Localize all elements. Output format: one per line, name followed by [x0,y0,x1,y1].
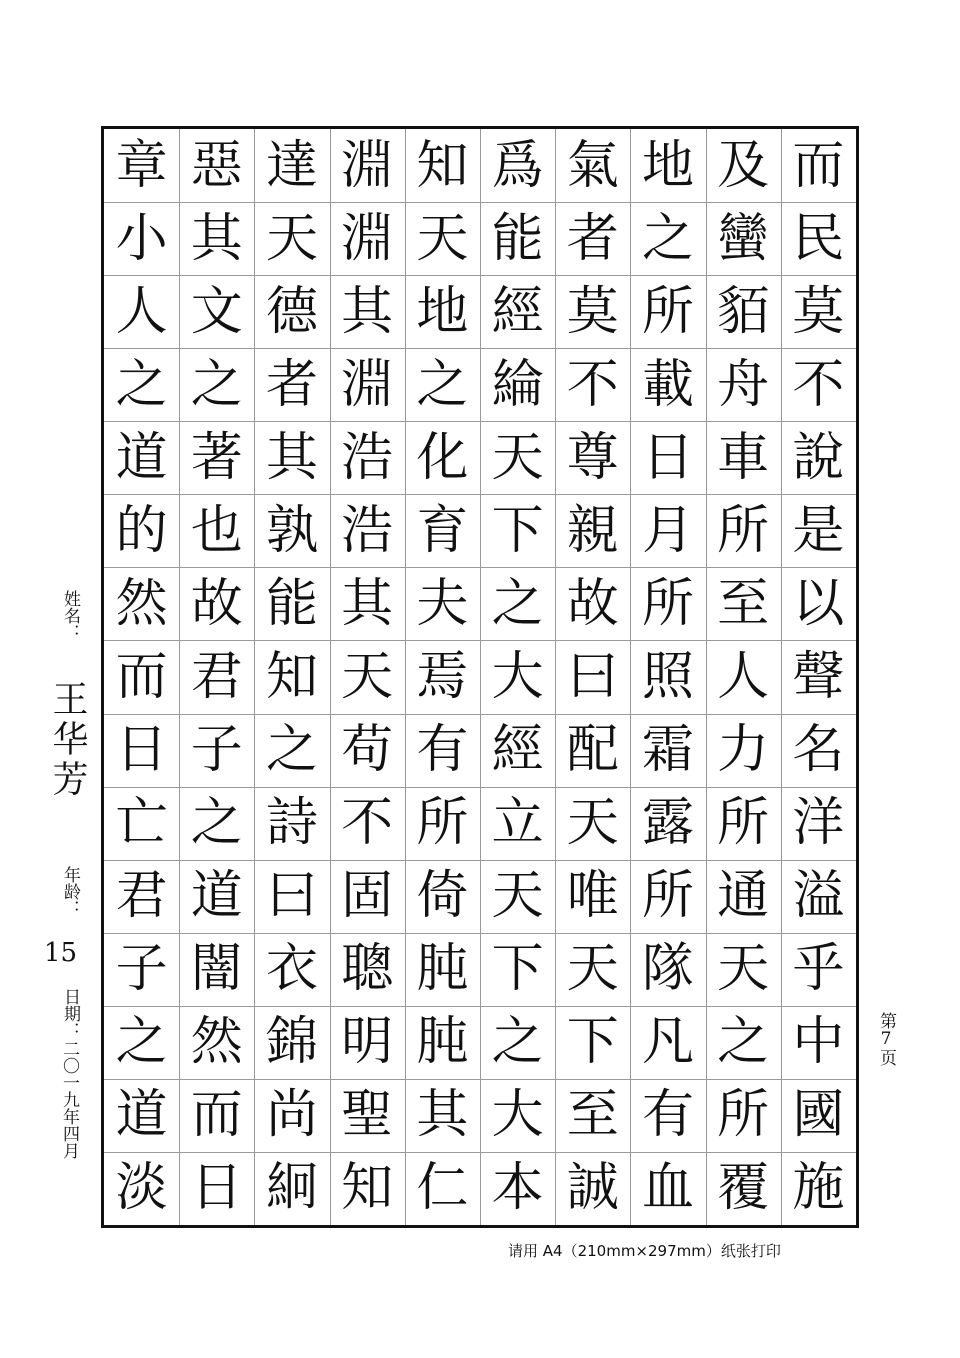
grid-column [330,129,405,1225]
grid-column [179,129,254,1225]
grid-cell: 天 [265,208,318,269]
grid-cell: 焉 [416,646,469,707]
grid-cell: 說 [792,427,845,488]
grid-cell: 天 [566,793,619,854]
grid-cell: 其 [341,573,394,634]
grid-cell: 之 [190,793,243,854]
grid-cell: 聰 [341,939,394,1000]
name-label: 姓名： [60,590,80,641]
grid-cell: 文 [190,281,243,342]
grid-cell: 血 [641,1158,694,1219]
grid-cell: 之 [641,208,694,269]
grid-cell: 人 [717,646,770,707]
grid-cell: 不 [566,354,619,415]
grid-cell: 日 [190,1158,243,1219]
grid-cell: 名 [792,720,845,781]
grid-cell: 載 [641,354,694,415]
grid-column [480,129,555,1225]
grid-cell: 其 [416,1085,469,1146]
grid-cell: 所 [641,866,694,927]
grid-cell: 淵 [341,208,394,269]
grid-cell: 配 [566,720,619,781]
grid-cell: 蠻 [717,208,770,269]
grid-cell: 所 [641,573,694,634]
grid-cell: 其 [265,427,318,488]
grid-cell: 綸 [491,354,544,415]
grid-cell: 錦 [265,1012,318,1073]
grid-cell: 詩 [265,793,318,854]
date-label: 日期： [60,988,80,1039]
grid-cell: 淡 [115,1158,168,1219]
grid-cell: 尚 [265,1085,318,1146]
grid-cell: 故 [566,573,619,634]
grid-cell: 下 [491,939,544,1000]
grid-cell: 唯 [566,866,619,927]
grid-cell: 道 [190,866,243,927]
grid-cell: 地 [416,281,469,342]
grid-cell: 也 [190,500,243,561]
grid-cell: 道 [115,1085,168,1146]
grid-cell: 天 [491,866,544,927]
grid-cell: 夫 [416,573,469,634]
grid-cell: 舟 [717,354,770,415]
grid-cell: 故 [190,573,243,634]
grid-cell: 至 [566,1085,619,1146]
grid-cell: 日 [115,720,168,781]
grid-cell: 道 [115,427,168,488]
grid-cell: 而 [792,135,845,196]
grid-cell: 力 [717,720,770,781]
grid-cell: 下 [491,500,544,561]
grid-cell: 月 [641,500,694,561]
grid-cell: 惡 [190,135,243,196]
grid-cell: 隊 [641,939,694,1000]
grid-cell: 其 [190,208,243,269]
grid-cell: 天 [416,208,469,269]
grid-cell: 倚 [416,866,469,927]
grid-cell: 絅 [265,1158,318,1219]
grid-cell: 天 [717,939,770,1000]
grid-cell: 大 [491,646,544,707]
grid-cell: 下 [566,1012,619,1073]
grid-cell: 人 [115,281,168,342]
grid-cell: 著 [190,427,243,488]
grid-cell: 有 [641,1085,694,1146]
grid-column [630,129,705,1225]
grid-cell: 曰 [566,646,619,707]
grid-cell: 曰 [265,866,318,927]
grid-cell: 露 [641,793,694,854]
grid-cell: 者 [566,208,619,269]
grid-cell: 君 [190,646,243,707]
grid-cell: 是 [792,500,845,561]
grid-cell: 化 [416,427,469,488]
grid-cell: 明 [341,1012,394,1073]
grid-column [254,129,329,1225]
grid-cell: 亡 [115,793,168,854]
grid-column [781,129,856,1225]
grid-cell: 中 [792,1012,845,1073]
date-value: 二〇一九年四月 [59,1040,79,1159]
grid-cell: 肫 [416,1012,469,1073]
grid-cell: 所 [717,1085,770,1146]
grid-cell: 育 [416,500,469,561]
grid-cell: 貊 [717,281,770,342]
grid-cell: 溢 [792,866,845,927]
grid-cell: 苟 [341,720,394,781]
grid-cell: 聲 [792,646,845,707]
grid-cell: 天 [566,939,619,1000]
grid-cell: 莫 [566,281,619,342]
grid-column [555,129,630,1225]
name-value: 王华芳 [47,680,88,800]
grid-cell: 立 [491,793,544,854]
page-number: 第7页 [876,1012,896,1066]
grid-cell: 知 [265,646,318,707]
grid-cell: 其 [341,281,394,342]
grid-cell: 洋 [792,793,845,854]
grid-cell: 國 [792,1085,845,1146]
grid-cell: 之 [115,354,168,415]
grid-cell: 者 [265,354,318,415]
grid-cell: 之 [416,354,469,415]
grid-cell: 爲 [491,135,544,196]
character-grid [104,129,856,1225]
grid-cell: 孰 [265,500,318,561]
grid-cell: 而 [190,1085,243,1146]
grid-cell: 聖 [341,1085,394,1146]
grid-cell: 淵 [341,135,394,196]
grid-cell: 之 [265,720,318,781]
grid-cell: 子 [115,939,168,1000]
grid-cell: 以 [792,573,845,634]
grid-cell: 天 [491,427,544,488]
grid-cell: 之 [717,1012,770,1073]
grid-cell: 民 [792,208,845,269]
practice-grid [101,126,859,1228]
grid-cell: 莫 [792,281,845,342]
grid-cell: 經 [491,720,544,781]
grid-cell: 而 [115,646,168,707]
grid-cell: 之 [190,354,243,415]
grid-cell: 不 [341,793,394,854]
grid-cell: 能 [265,573,318,634]
grid-cell: 知 [416,135,469,196]
age-value: 15 [44,938,78,968]
grid-cell: 氣 [566,135,619,196]
grid-cell: 達 [265,135,318,196]
grid-cell: 尊 [566,427,619,488]
grid-cell: 凡 [641,1012,694,1073]
grid-column [405,129,480,1225]
grid-cell: 霜 [641,720,694,781]
grid-cell: 之 [491,573,544,634]
grid-cell: 德 [265,281,318,342]
grid-cell: 能 [491,208,544,269]
grid-cell: 之 [115,1012,168,1073]
age-label: 年龄： [60,866,80,917]
grid-cell: 之 [491,1012,544,1073]
grid-cell: 誠 [566,1158,619,1219]
grid-cell: 至 [717,573,770,634]
grid-cell: 浩 [341,500,394,561]
grid-cell: 仁 [416,1158,469,1219]
grid-cell: 天 [341,646,394,707]
grid-cell: 淵 [341,354,394,415]
grid-cell: 所 [717,500,770,561]
grid-cell: 地 [641,135,694,196]
grid-cell: 子 [190,720,243,781]
grid-cell: 不 [792,354,845,415]
grid-cell: 車 [717,427,770,488]
grid-column [706,129,781,1225]
grid-cell: 君 [115,866,168,927]
grid-cell: 闇 [190,939,243,1000]
grid-cell: 知 [341,1158,394,1219]
grid-cell: 的 [115,500,168,561]
grid-cell: 所 [416,793,469,854]
grid-cell: 固 [341,866,394,927]
grid-column [104,129,179,1225]
grid-cell: 所 [641,281,694,342]
grid-cell: 然 [115,573,168,634]
grid-cell: 有 [416,720,469,781]
grid-cell: 浩 [341,427,394,488]
grid-cell: 施 [792,1158,845,1219]
print-instruction: 请用 A4（210mm×297mm）纸张打印 [508,1242,781,1260]
grid-cell: 肫 [416,939,469,1000]
grid-cell: 章 [115,135,168,196]
grid-cell: 通 [717,866,770,927]
grid-cell: 經 [491,281,544,342]
grid-cell: 小 [115,208,168,269]
grid-cell: 所 [717,793,770,854]
grid-cell: 照 [641,646,694,707]
grid-cell: 及 [717,135,770,196]
grid-cell: 覆 [717,1158,770,1219]
grid-cell: 親 [566,500,619,561]
grid-cell: 乎 [792,939,845,1000]
grid-cell: 大 [491,1085,544,1146]
grid-cell: 衣 [265,939,318,1000]
grid-cell: 然 [190,1012,243,1073]
grid-cell: 本 [491,1158,544,1219]
grid-cell: 日 [641,427,694,488]
